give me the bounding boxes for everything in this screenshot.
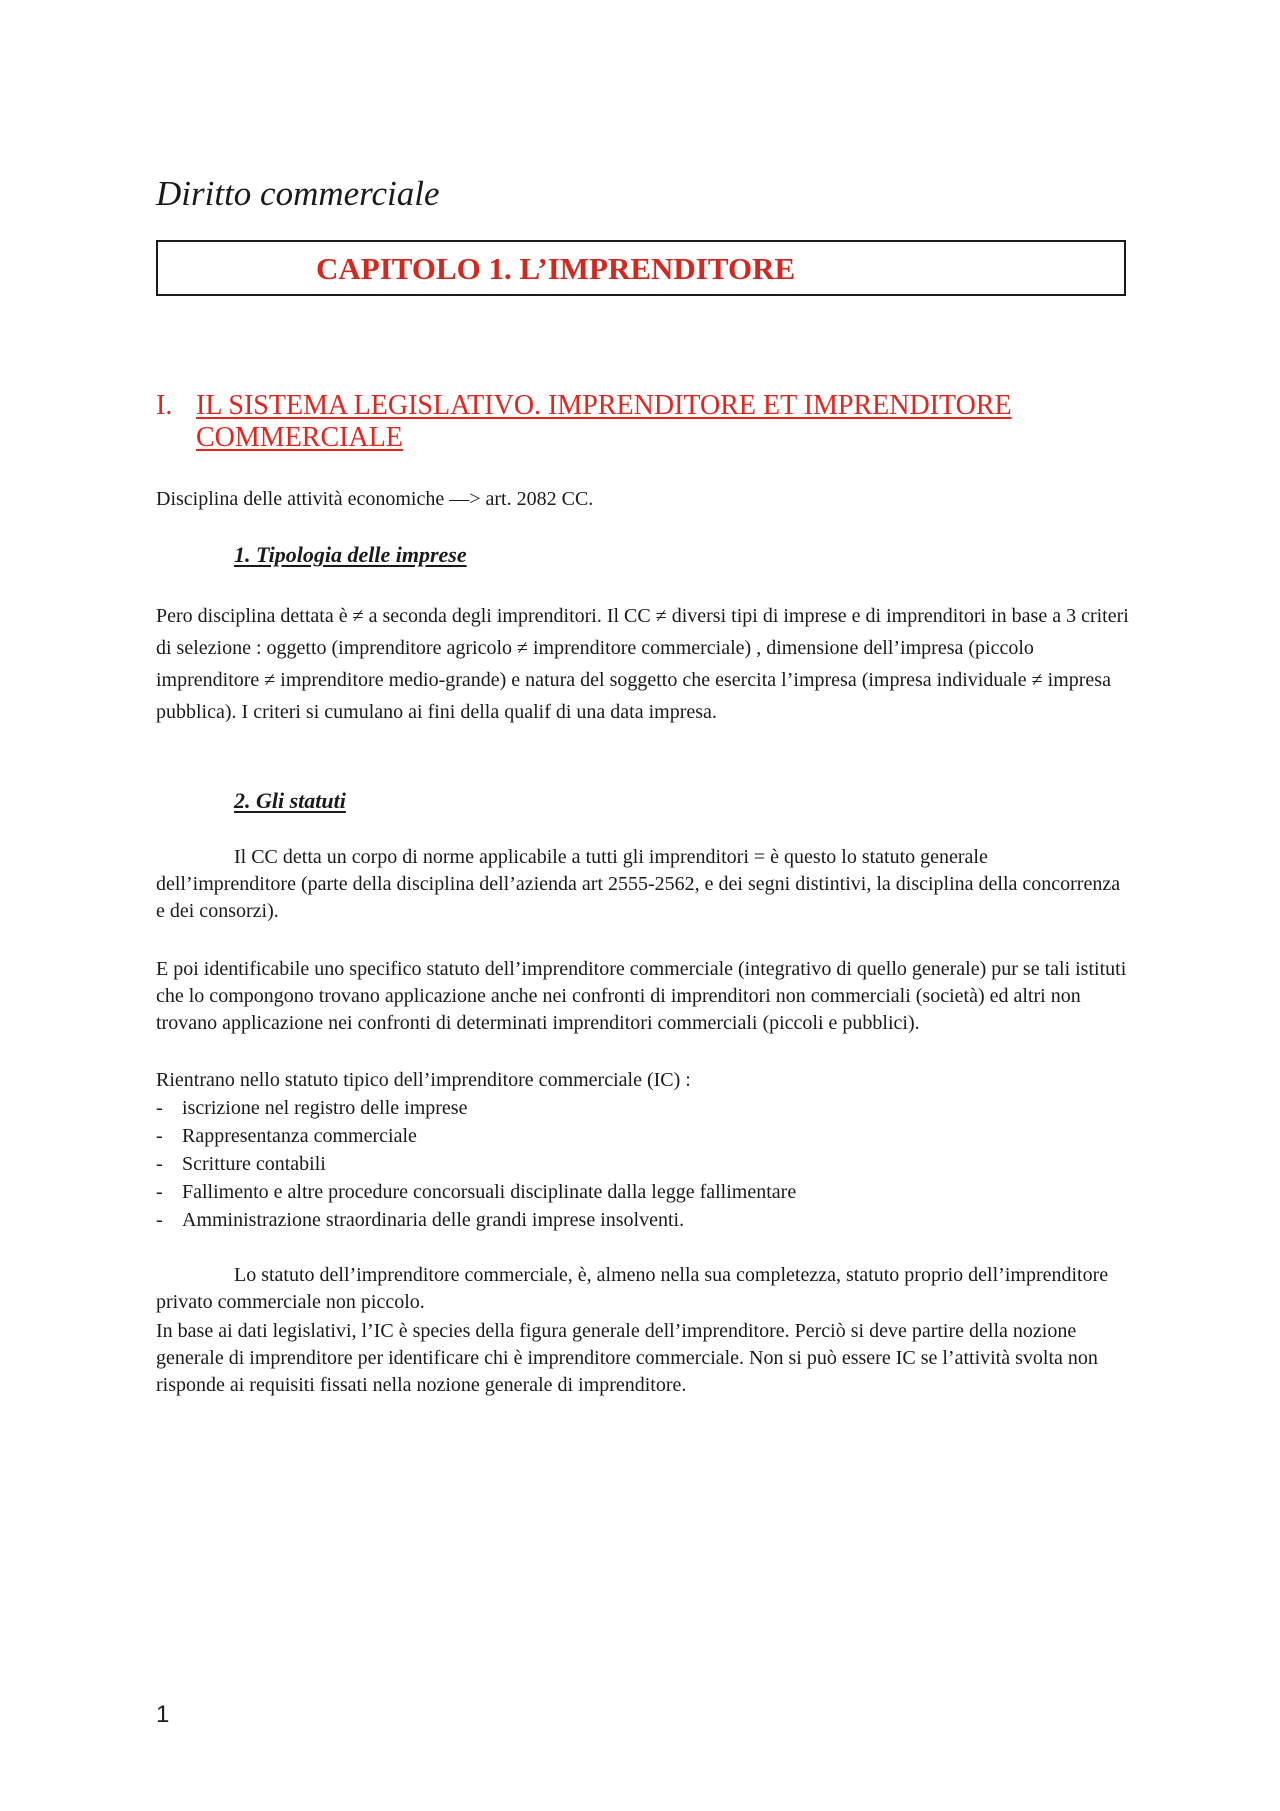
statuto-generale-text: Il CC detta un corpo di norme applicabile a tutti gli imprenditori = è questo lo statuto generale dell’imprenditore (parte della disciplina dell’azienda art 2555-2562, e dei segni distintivi, la disciplina della concorrenza e dei consorzi). bbox=[156, 846, 1121, 922]
subsection-1-title: 1. Tipologia delle imprese bbox=[234, 542, 467, 567]
bullet-marker: - bbox=[156, 1181, 163, 1203]
section-title: IL SISTEMA LEGISLATIVO. IMPRENDITORE ET IMPRENDITORE COMMERCIALE bbox=[196, 390, 1012, 453]
chapter-title-box bbox=[156, 240, 1126, 296]
course-title: Diritto commerciale bbox=[156, 174, 440, 213]
species-paragraph: In base ai dati legislativi, l’IC è species della figura generale dell’imprenditore. Perciò si deve partire della nozione generale di imprenditore per identificare chi è imprenditore commerciale. Non si può essere IC se l’attività svolta non risponde ai requisiti fissati nella nozione generale di imprenditore. bbox=[156, 1320, 1098, 1396]
list-item: - Scritture contabili bbox=[156, 1150, 796, 1178]
bullet-marker: - bbox=[156, 1125, 163, 1147]
bullet-marker: - bbox=[156, 1153, 163, 1175]
section-number: I. bbox=[156, 390, 173, 421]
statuto-commerciale-paragraph: E poi identificabile uno specifico statuto dell’imprenditore commerciale (integrativo di quello generale) pur se tali istituti che lo compongono trovano applicazione anche nei confronti di imprenditori non commerciali (società) ed altri non trovano applicazione nei confronti di determinati imprenditori commerciali (piccoli e pubblici). bbox=[156, 958, 1127, 1034]
list-item: - Amministrazione straordinaria delle grandi imprese insolventi. bbox=[156, 1206, 796, 1234]
list-intro: Rientrano nello statuto tipico dell’imprenditore commerciale (IC) : bbox=[156, 1069, 691, 1091]
list-item: - Fallimento e altre procedure concorsuali disciplinate dalla legge fallimentare bbox=[156, 1178, 796, 1206]
intro-paragraph: Disciplina delle attività economiche —> art. 2082 CC. bbox=[156, 488, 594, 510]
statuto-proprio-text: Lo statuto dell’imprenditore commerciale, è, almeno nella sua completezza, statuto proprio dell’imprenditore privato commerciale non piccolo. bbox=[156, 1264, 1109, 1313]
statuto-items-list bbox=[156, 1094, 796, 1234]
chapter-title: CAPITOLO 1. L’IMPRENDITORE bbox=[316, 251, 796, 286]
list-item: - Rappresentanza commerciale bbox=[156, 1122, 796, 1150]
statuto-proprio-paragraph bbox=[156, 1262, 1131, 1316]
subsection-1-paragraph: Pero disciplina dettata è ≠ a seconda degli imprenditori. Il CC ≠ diversi tipi di imprese e di imprenditori in base a 3 criteri di selezione : oggetto (imprenditore agricolo ≠ imprenditore commerciale) , dimensione dell’impresa (piccolo imprenditore ≠ imprenditore medio-grande) e natura del soggetto che esercita l’impresa (impresa individuale ≠ impresa pubblica). I criteri si cumulano ai fini della qualif di una data impresa. bbox=[156, 605, 1129, 723]
list-item: - iscrizione nel registro delle imprese bbox=[156, 1094, 796, 1122]
section-heading bbox=[156, 390, 1156, 454]
bullet-marker: - bbox=[156, 1097, 163, 1119]
bullet-marker: - bbox=[156, 1209, 163, 1231]
subsection-2-title: 2. Gli statuti bbox=[234, 788, 346, 813]
page-number: 1 bbox=[156, 1701, 170, 1728]
statuto-generale-paragraph bbox=[156, 844, 1131, 925]
